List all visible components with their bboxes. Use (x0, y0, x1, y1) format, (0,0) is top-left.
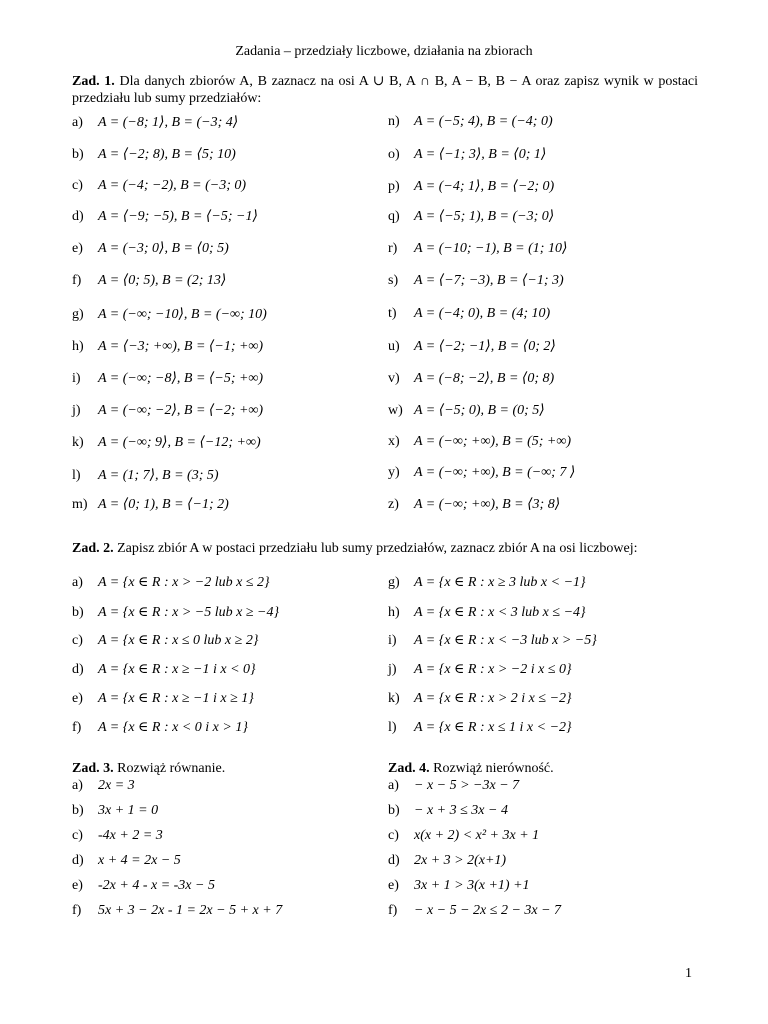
zad3-item: b) 3x + 1 = 0 (72, 803, 159, 818)
zad1-instruction (72, 73, 698, 107)
zad3-text: Rozwiąż równanie. (117, 761, 226, 776)
zad2-item: i) A = {x ∈ R : x < −3 lub x > −5} (388, 633, 597, 648)
zad1-item: g) A = (−∞; −10⟩, B = (−∞; 10) (72, 307, 267, 322)
zad2-item: l) A = {x ∈ R : x ≤ 1 i x < −2} (388, 720, 572, 735)
zad2-item: a) A = {x ∈ R : x > −2 lub x ≤ 2} (72, 575, 270, 590)
zad1-item: a) A = (−8; 1⟩, B = (−3; 4⟩ (72, 115, 239, 130)
zad3-item: f) 5x + 3 − 2x - 1 = 2x − 5 + x + 7 (72, 903, 283, 918)
zad1-item: v) A = (−8; −2⟩, B = ⟨0; 8) (388, 371, 555, 386)
zad1-item: b) A = ⟨−2; 8), B = ⟨5; 10) (72, 147, 236, 162)
zad4-item: d) 2x + 3 > 2(x+1) (388, 853, 507, 868)
zad1-item: c) A = (−4; −2), B = (−3; 0) (72, 178, 247, 193)
zad4-item: a) − x − 5 > −3x − 7 (388, 778, 520, 793)
zad1-item: d) A = ⟨−9; −5), B = ⟨−5; −1⟩ (72, 209, 258, 224)
zad2-item: j) A = {x ∈ R : x > −2 i x ≤ 0} (388, 662, 572, 677)
zad1-item: s) A = ⟨−7; −3), B = ⟨−1; 3) (388, 273, 564, 288)
zad2-item: g) A = {x ∈ R : x ≥ 3 lub x < −1} (388, 575, 586, 590)
zad3-item: e) -2x + 4 - x = -3x − 5 (72, 878, 215, 893)
zad1-item: i) A = (−∞; −8⟩, B = ⟨−5; +∞) (72, 371, 264, 386)
zad4-item: e) 3x + 1 > 3(x +1) +1 (388, 878, 530, 893)
zad3-label: Zad. 3. (72, 761, 114, 776)
zad4-item: b) − x + 3 ≤ 3x − 4 (388, 803, 508, 818)
zad1-item: q) A = ⟨−5; 1), B = (−3; 0⟩ (388, 209, 555, 224)
zad1-label: Zad. 1. (72, 74, 115, 89)
zad4-item: c) x(x + 2) < x² + 3x + 1 (388, 828, 540, 843)
zad2-text: Zapisz zbiór A w postaci przedziału lub sumy przedziałów, zaznacz zbiór A na osi liczbowej: (117, 541, 638, 556)
zad2-item: k) A = {x ∈ R : x > 2 i x ≤ −2} (388, 691, 572, 706)
zad4-item: f) − x − 5 − 2x ≤ 2 − 3x − 7 (388, 903, 562, 918)
zad1-item: y) A = (−∞; +∞), B = (−∞; 7 ⟩ (388, 465, 576, 480)
zad1-item: e) A = (−3; 0⟩, B = ⟨0; 5) (72, 241, 229, 256)
zad4-text: Rozwiąż nierówność. (433, 761, 554, 776)
zad1-item: p) A = (−4; 1⟩, B = ⟨−2; 0) (388, 179, 555, 194)
page-number: 1 (685, 966, 692, 981)
zad3-item: a) 2x = 3 (72, 778, 135, 793)
zad3-heading (72, 761, 225, 777)
zad1-item: n) A = (−5; 4), B = (−4; 0) (388, 114, 553, 129)
zad2-item: h) A = {x ∈ R : x < 3 lub x ≤ −4} (388, 605, 586, 620)
zad1-item: u) A = ⟨−2; −1⟩, B = ⟨0; 2⟩ (388, 339, 556, 354)
zad1-item: l) A = (1; 7⟩, B = (3; 5) (72, 468, 219, 483)
zad2-item: b) A = {x ∈ R : x > −5 lub x ≥ −4} (72, 605, 280, 620)
zad1-item: z) A = (−∞; +∞), B = ⟨3; 8⟩ (388, 497, 561, 512)
zad2-item: c) A = {x ∈ R : x ≤ 0 lub x ≥ 2} (72, 633, 259, 648)
zad1-item: x) A = (−∞; +∞), B = (5; +∞) (388, 434, 572, 449)
zad2-item: d) A = {x ∈ R : x ≥ −1 i x < 0} (72, 662, 256, 677)
zad1-item: h) A = ⟨−3; +∞), B = ⟨−1; +∞) (72, 339, 264, 354)
zad1-item: m) A = ⟨0; 1), B = ⟨−1; 2) (72, 497, 229, 512)
zad1-item: r) A = (−10; −1), B = (1; 10⟩ (388, 241, 568, 256)
zad3-item: d) x + 4 = 2x − 5 (72, 853, 181, 868)
zad2-label: Zad. 2. (72, 541, 114, 556)
document-title: Zadania – przedziały liczbowe, działania na zbiorach (235, 44, 533, 59)
zad3-item: c) -4x + 2 = 3 (72, 828, 163, 843)
zad1-item: o) A = ⟨−1; 3⟩, B = ⟨0; 1⟩ (388, 147, 547, 162)
zad1-item: f) A = ⟨0; 5), B = (2; 13⟩ (72, 273, 227, 288)
zad2-item: f) A = {x ∈ R : x < 0 i x > 1} (72, 720, 248, 735)
zad2-item: e) A = {x ∈ R : x ≥ −1 i x ≥ 1} (72, 691, 254, 706)
zad1-item: j) A = (−∞; −2⟩, B = ⟨−2; +∞) (72, 403, 264, 418)
zad2-instruction (72, 540, 652, 557)
zad1-item: t) A = (−4; 0), B = (4; 10) (388, 306, 551, 321)
zad1-text: Dla danych zbiorów A, B zaznacz na osi A ∪ B, A ∩ B, A − B, B − A oraz zapisz wynik w postaci przedziału lub sumy przedziałów: (72, 74, 699, 106)
zad4-heading (388, 761, 554, 777)
zad4-label: Zad. 4. (388, 761, 430, 776)
zad1-item: w) A = ⟨−5; 0), B = (0; 5⟩ (388, 403, 545, 418)
zad1-item: k) A = (−∞; 9⟩, B = ⟨−12; +∞) (72, 435, 261, 450)
